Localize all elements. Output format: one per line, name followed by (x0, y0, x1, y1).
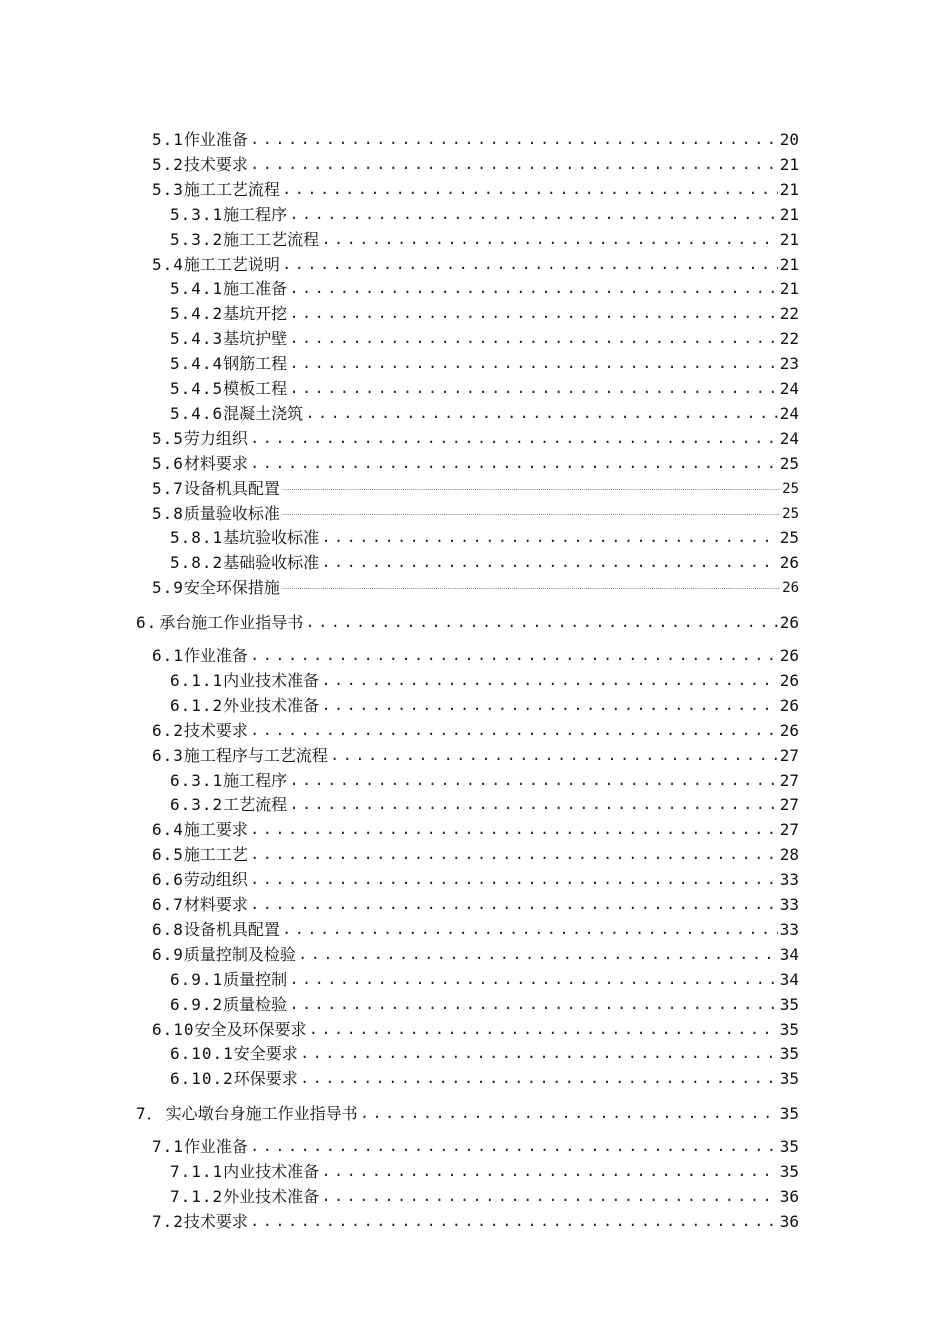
toc-entry-title: 施工程序与工艺流程 (183, 745, 328, 765)
toc-entry[interactable] (170, 300, 799, 324)
toc-entry-number: 6.2 (152, 720, 184, 740)
toc-entry-number: 6.10.2 (170, 1069, 234, 1089)
toc-entry-title: 内业技术准备 (223, 670, 320, 690)
toc-entry-title: 施工工艺流程 (183, 179, 280, 199)
toc-entry-label (170, 230, 319, 250)
toc-entry-page-number: 26 (779, 695, 799, 715)
toc-entry-title: 劳动组织 (183, 870, 248, 890)
toc-entry-title: 技术要求 (183, 1211, 248, 1231)
toc-entry[interactable] (152, 1016, 799, 1040)
toc-entry-number: 7． (136, 1104, 164, 1124)
toc-entry-page-number: 26 (779, 646, 799, 665)
toc-dot-leader (289, 795, 778, 815)
toc-entry-number: 6. (136, 613, 158, 633)
toc-entry-title: 基坑验收标准 (223, 528, 320, 548)
toc-entry-number: 5.8 (152, 503, 184, 523)
toc-entry-number: 5.4 (152, 254, 184, 274)
toc-entry-title: 基坑护壁 (223, 329, 288, 349)
toc-entry-title: 作业准备 (183, 646, 248, 665)
toc-entry[interactable] (136, 609, 799, 633)
toc-entry-page-number: 35 (779, 1019, 799, 1039)
toc-entry-page-number: 21 (779, 204, 799, 224)
toc-entry-label (170, 528, 319, 548)
toc-entry-title: 基础验收标准 (223, 553, 320, 573)
toc-entry-label (152, 155, 248, 175)
toc-entry[interactable] (170, 1158, 799, 1182)
toc-entry-title: 施工要求 (183, 820, 248, 840)
toc-entry-label (152, 1020, 307, 1040)
toc-entry-page-number: 24 (779, 379, 799, 398)
toc-entry[interactable] (152, 500, 799, 524)
toc-entry-label (152, 130, 248, 150)
toc-entry-label (152, 920, 280, 940)
toc-entry-title: 质量检验 (223, 994, 288, 1014)
toc-entry[interactable] (152, 450, 799, 474)
toc-entry-number: 5.9 (152, 578, 184, 598)
toc-entry-number: 5.3 (152, 179, 184, 199)
toc-entry-title: 安全环保措施 (183, 578, 280, 598)
toc-entry[interactable] (152, 1208, 799, 1232)
toc-entry-number: 6.3.2 (170, 795, 224, 815)
toc-entry-page-number: 36 (779, 1211, 799, 1231)
toc-entry[interactable] (152, 176, 799, 200)
toc-dot-leader (289, 354, 778, 374)
toc-dot-leader (282, 578, 780, 598)
toc-dot-leader (250, 1137, 778, 1157)
toc-dot-leader (321, 671, 778, 691)
toc-entry-number: 6.9 (152, 944, 184, 964)
toc-dot-leader (250, 454, 778, 474)
toc-dot-leader (289, 379, 778, 399)
toc-entry-label (170, 279, 287, 299)
toc-entry-title: 质量验收标准 (183, 503, 280, 523)
toc-entry[interactable] (170, 1183, 799, 1207)
toc-entry-number: 5.4.4 (170, 354, 224, 374)
toc-entry[interactable] (152, 717, 799, 741)
toc-entry[interactable] (152, 425, 799, 449)
toc-dot-leader (321, 230, 778, 250)
toc-entry-page-number: 35 (779, 1044, 799, 1064)
toc-entry-number: 6.1.2 (170, 695, 224, 715)
toc-entry-page-number: 35 (779, 994, 799, 1014)
toc-entry-number: 5.8.2 (170, 553, 224, 573)
toc-entry-label (136, 613, 303, 633)
toc-entry-title: 模板工程 (223, 379, 288, 398)
toc-entry-title: 作业准备 (183, 1137, 248, 1157)
toc-entry-label (152, 504, 280, 524)
toc-entry-number: 7.1.1 (170, 1162, 224, 1181)
toc-entry-number: 5.4.2 (170, 304, 224, 324)
toc-dot-leader (250, 820, 778, 840)
toc-entry-title: 施工准备 (223, 279, 288, 299)
toc-entry[interactable] (152, 841, 799, 865)
toc-entry-page-number: 33 (779, 870, 799, 890)
toc-dot-leader (300, 1069, 778, 1089)
toc-entry[interactable] (170, 692, 799, 716)
toc-dot-leader (289, 771, 778, 791)
toc-dot-leader (250, 130, 778, 150)
toc-entry-label (170, 1162, 319, 1182)
toc-entry-number: 5.8.1 (170, 528, 224, 548)
toc-dot-leader (289, 205, 778, 225)
toc-entry-title: 钢筋工程 (223, 354, 288, 374)
toc-entry[interactable] (170, 325, 799, 349)
toc-entry-number: 6.7 (152, 895, 184, 914)
toc-entry-label (152, 646, 248, 666)
toc-entry-page-number: 26 (779, 670, 799, 690)
toc-entry-label (152, 721, 248, 741)
toc-entry[interactable] (170, 524, 799, 548)
toc-entry-title: 材料要求 (183, 895, 248, 914)
toc-entry[interactable] (170, 201, 799, 225)
toc-entry-page-number: 26 (779, 613, 799, 633)
toc-entry-page-number: 25 (782, 480, 799, 497)
toc-entry-number: 6.3 (152, 745, 184, 765)
toc-entry-title: 施工程序 (223, 770, 288, 790)
toc-entry[interactable] (152, 891, 799, 915)
toc-entry-page-number: 21 (779, 279, 799, 299)
toc-entry-page-number: 21 (779, 154, 799, 174)
toc-entry-label (170, 970, 287, 990)
toc-entry-number: 6.8 (152, 919, 184, 939)
toc-entry-page-number: 35 (779, 1162, 799, 1181)
toc-entry-number: 5.4.6 (170, 403, 224, 423)
toc-entry-page-number: 34 (779, 944, 799, 964)
toc-entry-page-number: 28 (779, 845, 799, 865)
toc-dot-leader (309, 1020, 778, 1040)
toc-entry-number: 5.6 (152, 453, 184, 473)
toc-dot-leader (250, 895, 778, 915)
toc-entry-label (152, 429, 248, 449)
toc-entry-label (170, 553, 319, 573)
toc-entry-title: 工艺流程 (223, 795, 288, 815)
toc-entry-page-number: 26 (779, 553, 799, 573)
toc-entry-number: 5.3.2 (170, 229, 224, 249)
toc-entry[interactable] (152, 126, 799, 150)
toc-dot-leader (298, 945, 778, 965)
toc-entry-page-number: 26 (782, 580, 799, 597)
toc-entry-page-number: 33 (779, 895, 799, 914)
toc-dot-leader (321, 696, 778, 716)
toc-entry-title: 技术要求 (183, 720, 248, 740)
toc-entry-number: 6.10.1 (170, 1044, 234, 1064)
toc-entry-number: 6.9.1 (170, 969, 224, 989)
toc-entry-label (170, 671, 319, 691)
toc-entry[interactable] (152, 151, 799, 175)
toc-entry[interactable] (152, 1133, 799, 1157)
toc-entry-title: 外业技术准备 (223, 1186, 320, 1206)
toc-entry-number: 5.4.3 (170, 329, 224, 349)
toc-entry-page-number: 23 (779, 354, 799, 374)
toc-entry-page-number: 34 (779, 969, 799, 989)
toc-entry-page-number: 20 (779, 130, 799, 149)
toc-dot-leader (250, 1212, 778, 1232)
toc-entry-label (170, 205, 287, 225)
toc-entry[interactable] (152, 742, 799, 766)
toc-entry-label (152, 1137, 248, 1157)
toc-entry-page-number: 22 (779, 304, 799, 324)
toc-entry-page-number: 33 (779, 919, 799, 939)
toc-dot-leader (360, 1104, 778, 1124)
toc-dot-leader (282, 479, 780, 499)
toc-entry[interactable] (170, 275, 799, 299)
toc-entry-number: 5.3.1 (170, 204, 224, 224)
toc-entry-number: 6.10 (152, 1019, 195, 1039)
toc-entry[interactable] (170, 549, 799, 573)
toc-entry[interactable] (152, 251, 799, 275)
toc-entry-title: 设备机具配置 (183, 478, 280, 498)
toc-entry[interactable] (170, 400, 799, 424)
toc-entry-label (152, 870, 248, 890)
toc-entry-label (170, 795, 287, 815)
toc-dot-leader (289, 970, 778, 990)
toc-entry-number: 5.1 (152, 130, 184, 149)
toc-entry[interactable] (170, 1065, 799, 1089)
toc-dot-leader (289, 995, 778, 1015)
toc-entry-label (170, 1187, 319, 1207)
toc-entry-label (170, 696, 319, 716)
toc-entry-page-number: 27 (779, 820, 799, 840)
toc-dot-leader (250, 429, 778, 449)
toc-dot-leader (250, 155, 778, 175)
toc-entry-number: 7.1 (152, 1137, 184, 1157)
toc-dot-leader (330, 746, 778, 766)
toc-dot-leader (300, 1044, 778, 1064)
toc-entry-number: 6.1 (152, 646, 184, 665)
toc-dot-leader (282, 180, 778, 200)
toc-entry[interactable] (170, 375, 799, 399)
toc-entry[interactable] (170, 991, 799, 1015)
toc-entry-page-number: 25 (782, 505, 799, 522)
toc-entry-title: 施工工艺流程 (223, 229, 320, 249)
toc-entry-number: 6.5 (152, 845, 184, 865)
toc-dot-leader (282, 920, 778, 940)
toc-dot-leader (321, 1187, 778, 1207)
toc-dot-leader (289, 329, 778, 349)
toc-entry-page-number: 27 (779, 795, 799, 815)
toc-entry-label (170, 1069, 298, 1089)
toc-entry[interactable] (152, 816, 799, 840)
toc-entry-label (170, 1044, 298, 1064)
toc-entry[interactable] (170, 791, 799, 815)
toc-entry-title: 内业技术准备 (223, 1162, 320, 1181)
toc-entry-page-number: 35 (779, 1069, 799, 1089)
toc-entry-title: 环保要求 (233, 1069, 298, 1089)
toc-entry-number: 7.1.2 (170, 1186, 224, 1206)
toc-entry-number: 5.5 (152, 428, 184, 448)
toc-entry-title: 基坑开挖 (223, 304, 288, 324)
toc-entry-number: 6.1.1 (170, 670, 224, 690)
toc-entry-title: 外业技术准备 (223, 695, 320, 715)
toc-entry[interactable] (136, 1100, 799, 1124)
toc-entry-page-number: 27 (779, 770, 799, 790)
toc-entry-number: 6.6 (152, 870, 184, 890)
toc-entry[interactable] (170, 667, 799, 691)
toc-entry-title: 材料要求 (183, 453, 248, 473)
toc-entry[interactable] (170, 767, 799, 791)
toc-dot-leader (250, 870, 778, 890)
toc-entry-label (170, 995, 287, 1015)
toc-entry-label (152, 746, 328, 766)
toc-entry-page-number: 26 (779, 720, 799, 740)
toc-entry-title: 技术要求 (183, 154, 248, 174)
toc-entry-title: 实心墩台身施工作业指导书 (165, 1104, 358, 1124)
toc-entry-label (152, 578, 280, 598)
toc-entry-number: 5.7 (152, 478, 184, 498)
toc-entry-page-number: 21 (779, 254, 799, 274)
toc-dot-leader (282, 255, 778, 275)
toc-entry-page-number: 24 (779, 403, 799, 423)
toc-entry-title: 安全要求 (233, 1044, 298, 1064)
toc-entry-page-number: 21 (779, 229, 799, 249)
toc-entry-title: 质量控制 (223, 969, 288, 989)
toc-dot-leader (321, 553, 778, 573)
toc-entry-number: 6.9.2 (170, 994, 224, 1014)
toc-entry[interactable] (152, 475, 799, 499)
toc-entry-page-number: 36 (779, 1186, 799, 1206)
toc-entry-label (170, 379, 287, 399)
toc-entry-title: 施工程序 (223, 204, 288, 224)
toc-entry-page-number: 35 (779, 1104, 799, 1124)
toc-entry-label (152, 895, 248, 915)
toc-entry-number: 5.4.5 (170, 379, 224, 398)
toc-entry-title: 承台施工作业指导书 (159, 613, 304, 633)
toc-entry-page-number: 24 (779, 428, 799, 448)
toc-entry[interactable] (152, 574, 799, 598)
toc-entry[interactable] (152, 642, 799, 666)
toc-entry-page-number: 25 (779, 453, 799, 473)
toc-entry[interactable] (170, 350, 799, 374)
toc-entry[interactable] (152, 941, 799, 965)
toc-entry-number: 5.2 (152, 154, 184, 174)
toc-entry-label (170, 771, 287, 791)
toc-entry-title: 施工工艺 (183, 845, 248, 865)
toc-entry-title: 混凝土浇筑 (223, 403, 304, 423)
toc-entry[interactable] (170, 226, 799, 250)
toc-dot-leader (289, 279, 778, 299)
toc-entry-number: 7.2 (152, 1211, 184, 1231)
toc-entry-number: 5.4.1 (170, 279, 224, 299)
toc-entry-label (170, 329, 287, 349)
toc-entry[interactable] (152, 916, 799, 940)
toc-entry-title: 设备机具配置 (183, 919, 280, 939)
toc-entry-title: 作业准备 (183, 130, 248, 149)
toc-entry-label (152, 454, 248, 474)
toc-dot-leader (321, 1162, 778, 1182)
toc-entry-number: 6.3.1 (170, 770, 224, 790)
toc-entry-label (152, 180, 280, 200)
toc-entry[interactable] (152, 866, 799, 890)
toc-entry[interactable] (170, 1040, 799, 1064)
toc-entry-label (152, 479, 280, 499)
toc-entry[interactable] (170, 966, 799, 990)
toc-entry-page-number: 25 (779, 528, 799, 548)
toc-dot-leader (305, 404, 778, 424)
toc-dot-leader (250, 721, 778, 741)
toc-entry-label (152, 945, 296, 965)
toc-entry-page-number: 35 (779, 1137, 799, 1157)
toc-entry-label (136, 1104, 358, 1124)
toc-entry-label (170, 304, 287, 324)
toc-dot-leader (250, 845, 778, 865)
toc-entry-label (152, 820, 248, 840)
toc-entry-title: 安全及环保要求 (194, 1019, 307, 1039)
toc-entry-number: 6.4 (152, 820, 184, 840)
toc-entry-label (170, 404, 303, 424)
toc-entry-label (152, 845, 248, 865)
toc-entry-page-number: 22 (779, 329, 799, 349)
toc-entry-page-number: 27 (779, 745, 799, 765)
toc-entry-label (152, 1212, 248, 1232)
toc-entry-page-number: 21 (779, 179, 799, 199)
toc-entry-title: 劳力组织 (183, 428, 248, 448)
toc-dot-leader (289, 304, 778, 324)
toc-dot-leader (250, 646, 778, 666)
toc-entry-title: 质量控制及检验 (183, 944, 296, 964)
toc-entry-label (170, 354, 287, 374)
toc-dot-leader (305, 613, 777, 633)
toc-entry-title: 施工工艺说明 (183, 254, 280, 274)
toc-dot-leader (321, 528, 778, 548)
toc-dot-leader (282, 504, 780, 524)
toc-entry-label (152, 255, 280, 275)
